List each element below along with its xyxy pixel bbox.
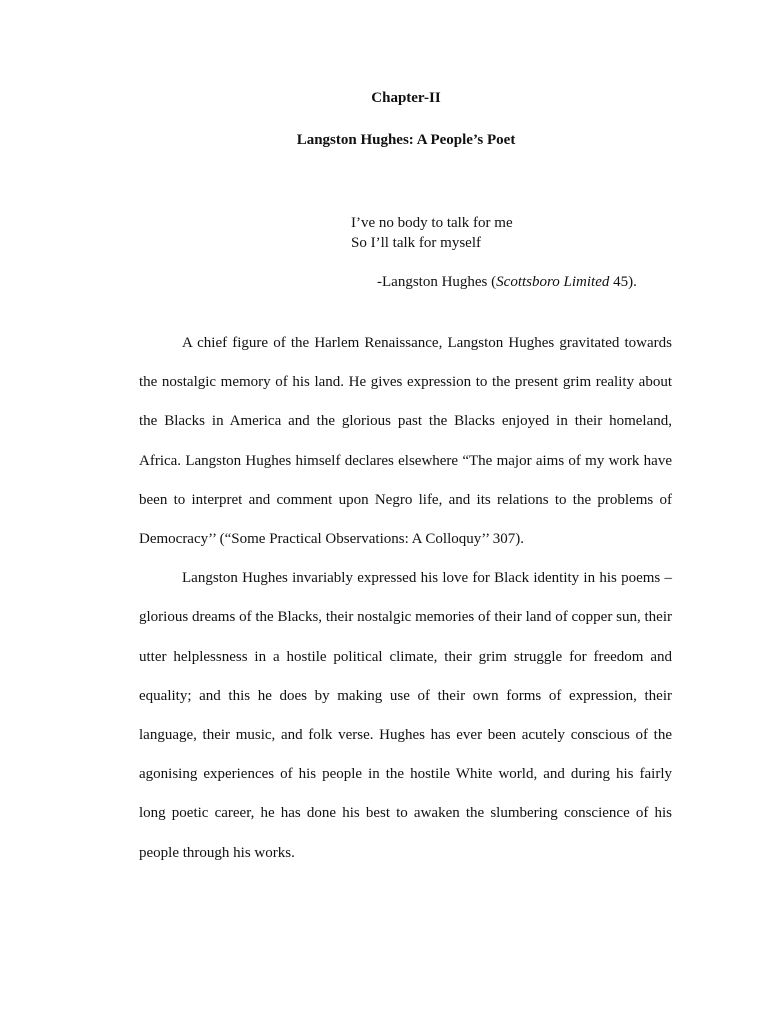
attribution-prefix: -Langston Hughes ( [377,274,497,290]
epigraph [351,213,513,253]
epigraph-attribution [377,272,637,292]
chapter-title: Langston Hughes: A People’s Poet [296,132,516,148]
chapter-number: Chapter-II [371,90,441,106]
paragraph-2: Langston Hughes invariably expressed his love for Black identity in his poems – glorious dreams of the Blacks, their nostalgic memories of their land of copper sun, their utter helplessness in a hostile political climate, their grim struggle for freedom and equality; and this he does by making use of their own forms of expression, their language, their music, and folk verse. Hughes has ever been acutely conscious of the agonising experiences of his people in the hostile White world, and during his fairly long poetic career, he has done his best to awaken the slumbering conscience of his people through his works. [139,570,672,861]
paragraph-1: A chief figure of the Harlem Renaissance, Langston Hughes gravitated towards the nostalgic memory of his land. He gives expression to the present grim reality about the Blacks in America and the glorious past the Blacks enjoyed in their homeland, Africa. Langston Hughes himself declares elsewhere “The major aims of my work have been to interpret and comment upon Negro life, and its relations to the problems of Democracy’’ (“Some Practical Observations: A Colloquy’’ 307). [139,335,672,548]
attribution-work-title: Scottsboro Limited [496,274,610,290]
epigraph-line-2: So I’ll talk for myself [351,235,481,251]
body-text [139,324,672,873]
epigraph-line-1: I’ve no body to talk for me [351,215,513,231]
attribution-suffix: 45). [609,274,637,290]
